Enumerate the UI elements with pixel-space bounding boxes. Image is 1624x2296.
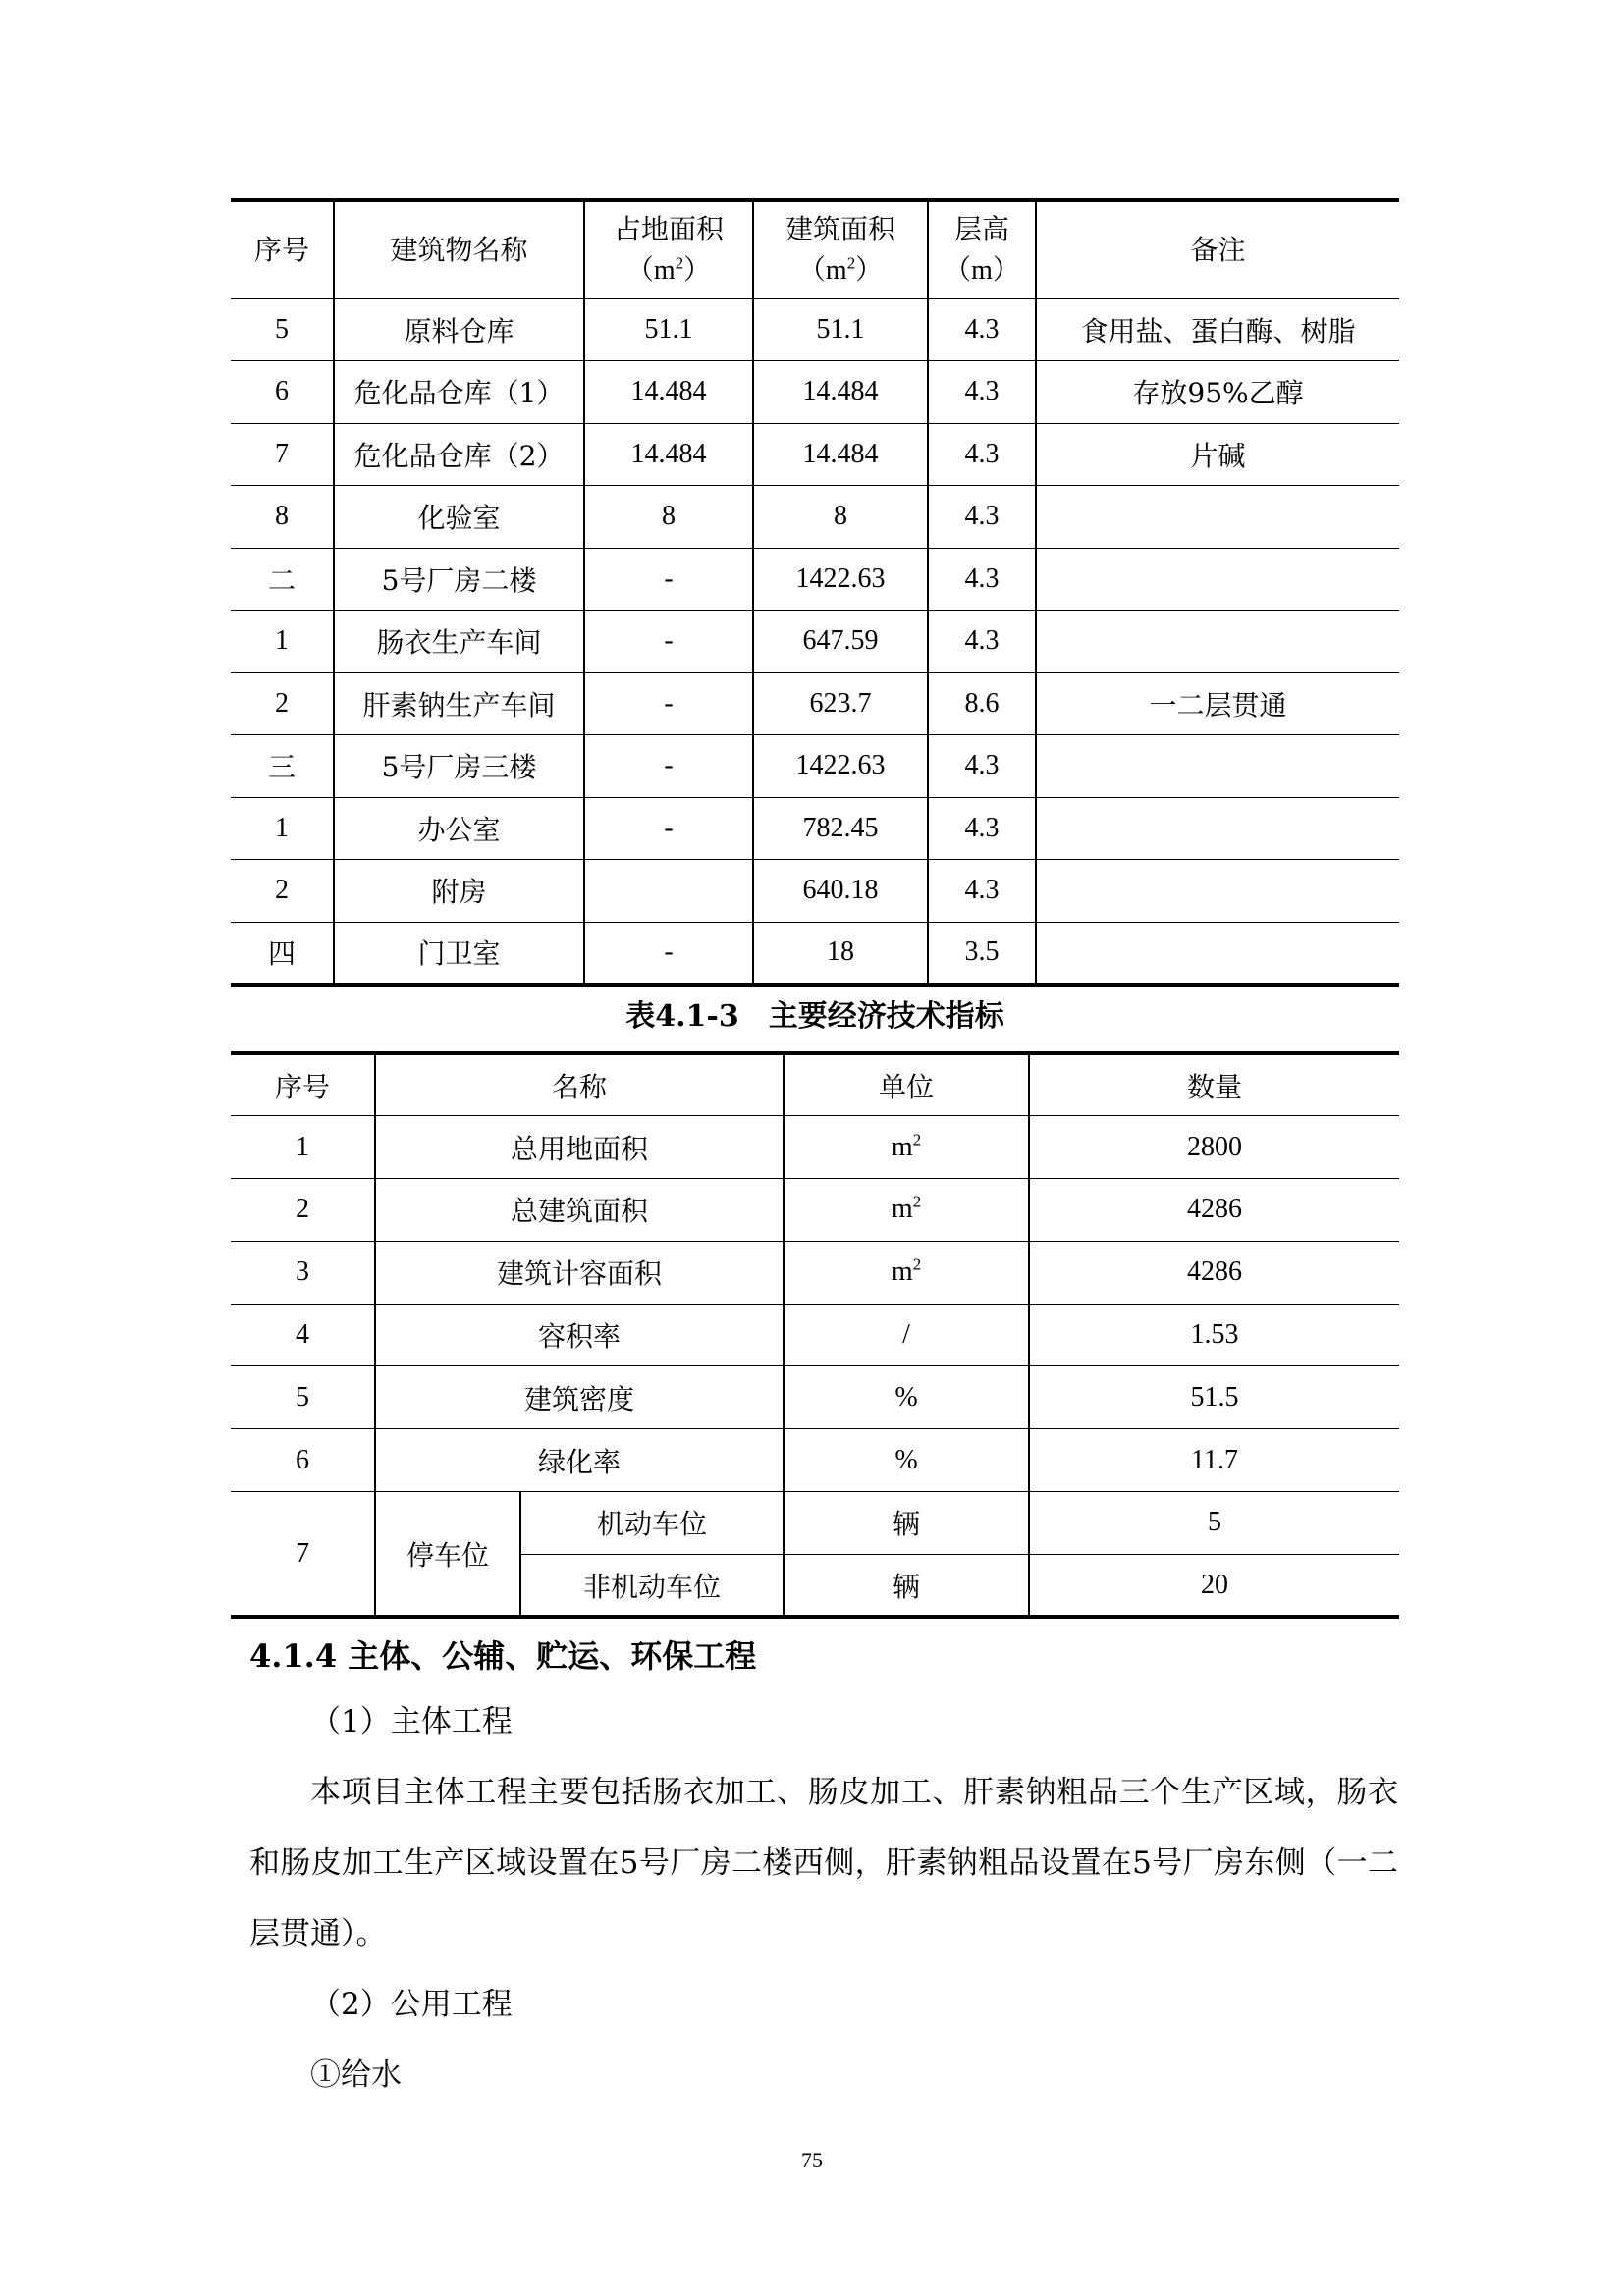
cell-footprint: - bbox=[584, 548, 753, 611]
table-caption: 表4.1-3 主要经济技术指标 bbox=[625, 999, 1004, 1034]
cell-name: 门卫室 bbox=[334, 922, 584, 985]
cell-footprint: - bbox=[584, 611, 753, 673]
table-row bbox=[231, 1241, 1399, 1304]
header-height: 层高 （m） bbox=[928, 200, 1036, 298]
cell-unit: 辆 bbox=[784, 1554, 1029, 1617]
cell-qty: 2800 bbox=[1029, 1116, 1399, 1179]
unit-superscript: 2 bbox=[912, 1193, 922, 1212]
cell-unit bbox=[784, 1116, 1029, 1179]
paragraph-main-project: 本项目主体工程主要包括肠衣加工、肠皮加工、肝素钠粗品三个生产区域，肠衣和肠皮加工生产区域设置在5号厂房二楼西侧，肝素钠粗品设置在5号厂房东侧（一二层贯通）。 bbox=[249, 1775, 1398, 1951]
table-header-row bbox=[231, 1053, 1399, 1116]
cell-height: 4.3 bbox=[928, 361, 1036, 424]
cell-remark: 食用盐、蛋白酶、树脂 bbox=[1036, 298, 1399, 361]
cell-no: 7 bbox=[231, 1492, 375, 1618]
cell-height: 4.3 bbox=[928, 797, 1036, 860]
header-unit: 单位 bbox=[784, 1053, 1029, 1116]
header-name: 名称 bbox=[375, 1053, 784, 1116]
cell-qty: 4286 bbox=[1029, 1179, 1399, 1242]
cell-no: 二 bbox=[231, 548, 334, 611]
subheading-water-supply: ①给水 bbox=[310, 2057, 402, 2093]
cell-remark bbox=[1036, 611, 1399, 673]
cell-footprint: 14.484 bbox=[584, 423, 753, 486]
cell-name: 危化品仓库（1） bbox=[334, 361, 584, 424]
table-header-row bbox=[231, 200, 1399, 298]
cell-no: 5 bbox=[231, 1366, 375, 1429]
cell-height: 4.3 bbox=[928, 860, 1036, 923]
cell-name: 办公室 bbox=[334, 797, 584, 860]
table-row bbox=[231, 860, 1399, 923]
cell-no: 6 bbox=[231, 361, 334, 424]
cell-qty: 5 bbox=[1029, 1492, 1399, 1555]
cell-floor-area: 8 bbox=[753, 486, 928, 549]
building-table bbox=[231, 198, 1399, 987]
cell-qty: 51.5 bbox=[1029, 1366, 1399, 1429]
cell-remark: 一二层贯通 bbox=[1036, 672, 1399, 735]
cell-name: 容积率 bbox=[375, 1304, 784, 1366]
unit-text: % bbox=[894, 1444, 918, 1475]
table-row bbox=[231, 423, 1399, 486]
cell-no: 三 bbox=[231, 735, 334, 798]
cell-floor-area: 1422.63 bbox=[753, 548, 928, 611]
table-row bbox=[231, 298, 1399, 361]
cell-floor-area: 51.1 bbox=[753, 298, 928, 361]
cell-name: 原料仓库 bbox=[334, 298, 584, 361]
cell-name: 绿化率 bbox=[375, 1429, 784, 1492]
cell-unit: 辆 bbox=[784, 1492, 1029, 1555]
cell-footprint bbox=[584, 860, 753, 923]
section-heading: 4.1.4 主体、公辅、贮运、环保工程 bbox=[249, 1637, 757, 1675]
cell-name: 化验室 bbox=[334, 486, 584, 549]
table-row-parking bbox=[231, 1492, 1399, 1555]
cell-remark: 片碱 bbox=[1036, 423, 1399, 486]
cell-unit bbox=[784, 1366, 1029, 1429]
economic-indicator-table bbox=[231, 1051, 1399, 1619]
cell-remark: 存放95%乙醇 bbox=[1036, 361, 1399, 424]
unit-superscript: 2 bbox=[912, 1130, 922, 1149]
table-row bbox=[231, 548, 1399, 611]
cell-name: 5号厂房二楼 bbox=[334, 548, 584, 611]
cell-floor-area: 647.59 bbox=[753, 611, 928, 673]
cell-no: 4 bbox=[231, 1304, 375, 1366]
header-qty: 数量 bbox=[1029, 1053, 1399, 1116]
cell-name: 建筑密度 bbox=[375, 1366, 784, 1429]
cell-qty: 11.7 bbox=[1029, 1429, 1399, 1492]
unit-superscript: 2 bbox=[912, 1255, 922, 1274]
cell-qty: 4286 bbox=[1029, 1241, 1399, 1304]
table-row bbox=[231, 1304, 1399, 1366]
cell-remark bbox=[1036, 860, 1399, 923]
table-row bbox=[231, 922, 1399, 985]
cell-name: 总建筑面积 bbox=[375, 1179, 784, 1242]
header-floor-area: 建筑面积 $(m^2)$ bbox=[753, 200, 928, 298]
cell-remark bbox=[1036, 735, 1399, 798]
cell-height: 8.6 bbox=[928, 672, 1036, 735]
cell-no: 2 bbox=[231, 672, 334, 735]
cell-footprint: 8 bbox=[584, 486, 753, 549]
unit-text: m bbox=[891, 1256, 913, 1288]
cell-no: 2 bbox=[231, 1179, 375, 1242]
cell-remark bbox=[1036, 922, 1399, 985]
header-no: 序号 bbox=[231, 200, 334, 298]
cell-no: 2 bbox=[231, 860, 334, 923]
cell-name: 建筑计容面积 bbox=[375, 1241, 784, 1304]
cell-qty: 20 bbox=[1029, 1554, 1399, 1617]
cell-floor-area: 14.484 bbox=[753, 423, 928, 486]
cell-height: 4.3 bbox=[928, 611, 1036, 673]
header-no: 序号 bbox=[231, 1053, 375, 1116]
subheading-utilities: （2）公用工程 bbox=[310, 1987, 513, 2022]
cell-footprint: - bbox=[584, 922, 753, 985]
cell-name: 危化品仓库（2） bbox=[334, 423, 584, 486]
cell-unit bbox=[784, 1241, 1029, 1304]
header-remark: 备注 bbox=[1036, 200, 1399, 298]
cell-floor-area: 640.18 bbox=[753, 860, 928, 923]
cell-footprint: - bbox=[584, 672, 753, 735]
subheading-main-project: （1）主体工程 bbox=[310, 1704, 513, 1739]
cell-height: 4.3 bbox=[928, 298, 1036, 361]
cell-floor-area: 782.45 bbox=[753, 797, 928, 860]
header-footprint: 占地面积 $(m^2)$ bbox=[584, 200, 753, 298]
table-row bbox=[231, 486, 1399, 549]
cell-footprint: 14.484 bbox=[584, 361, 753, 424]
cell-no: 7 bbox=[231, 423, 334, 486]
cell-footprint: - bbox=[584, 735, 753, 798]
cell-subname: 非机动车位 bbox=[520, 1554, 784, 1617]
cell-no: 6 bbox=[231, 1429, 375, 1492]
table-row bbox=[231, 797, 1399, 860]
cell-unit bbox=[784, 1304, 1029, 1366]
table-row bbox=[231, 1429, 1399, 1492]
table-row bbox=[231, 672, 1399, 735]
cell-no: 1 bbox=[231, 797, 334, 860]
page-number: 75 bbox=[801, 2148, 823, 2172]
cell-footprint: 51.1 bbox=[584, 298, 753, 361]
cell-name: 肝素钠生产车间 bbox=[334, 672, 584, 735]
cell-name: 5号厂房三楼 bbox=[334, 735, 584, 798]
cell-no: 1 bbox=[231, 1116, 375, 1179]
cell-no: 5 bbox=[231, 298, 334, 361]
cell-height: 3.5 bbox=[928, 922, 1036, 985]
cell-remark bbox=[1036, 486, 1399, 549]
cell-no: 3 bbox=[231, 1241, 375, 1304]
cell-qty: 1.53 bbox=[1029, 1304, 1399, 1366]
cell-footprint: - bbox=[584, 797, 753, 860]
table-row bbox=[231, 1366, 1399, 1429]
unit-text: m bbox=[891, 1194, 913, 1225]
cell-floor-area: 18 bbox=[753, 922, 928, 985]
cell-height: 4.3 bbox=[928, 423, 1036, 486]
cell-floor-area: 623.7 bbox=[753, 672, 928, 735]
cell-unit bbox=[784, 1429, 1029, 1492]
cell-parking-group: 停车位 bbox=[375, 1492, 520, 1618]
cell-no: 1 bbox=[231, 611, 334, 673]
cell-name: 总用地面积 bbox=[375, 1116, 784, 1179]
unit-text: / bbox=[902, 1319, 910, 1351]
cell-name: 附房 bbox=[334, 860, 584, 923]
cell-height: 4.3 bbox=[928, 548, 1036, 611]
cell-remark bbox=[1036, 548, 1399, 611]
cell-height: 4.3 bbox=[928, 486, 1036, 549]
cell-remark bbox=[1036, 797, 1399, 860]
cell-no: 8 bbox=[231, 486, 334, 549]
header-name: 建筑物名称 bbox=[334, 200, 584, 298]
unit-text: % bbox=[894, 1381, 918, 1413]
cell-name: 肠衣生产车间 bbox=[334, 611, 584, 673]
unit-text: m bbox=[891, 1131, 913, 1162]
table-row bbox=[231, 735, 1399, 798]
table-row bbox=[231, 1116, 1399, 1179]
cell-floor-area: 1422.63 bbox=[753, 735, 928, 798]
cell-subname: 机动车位 bbox=[520, 1492, 784, 1555]
cell-no: 四 bbox=[231, 922, 334, 985]
cell-floor-area: 14.484 bbox=[753, 361, 928, 424]
table-row bbox=[231, 611, 1399, 673]
cell-unit bbox=[784, 1179, 1029, 1242]
cell-height: 4.3 bbox=[928, 735, 1036, 798]
table-row bbox=[231, 361, 1399, 424]
table-row bbox=[231, 1179, 1399, 1242]
